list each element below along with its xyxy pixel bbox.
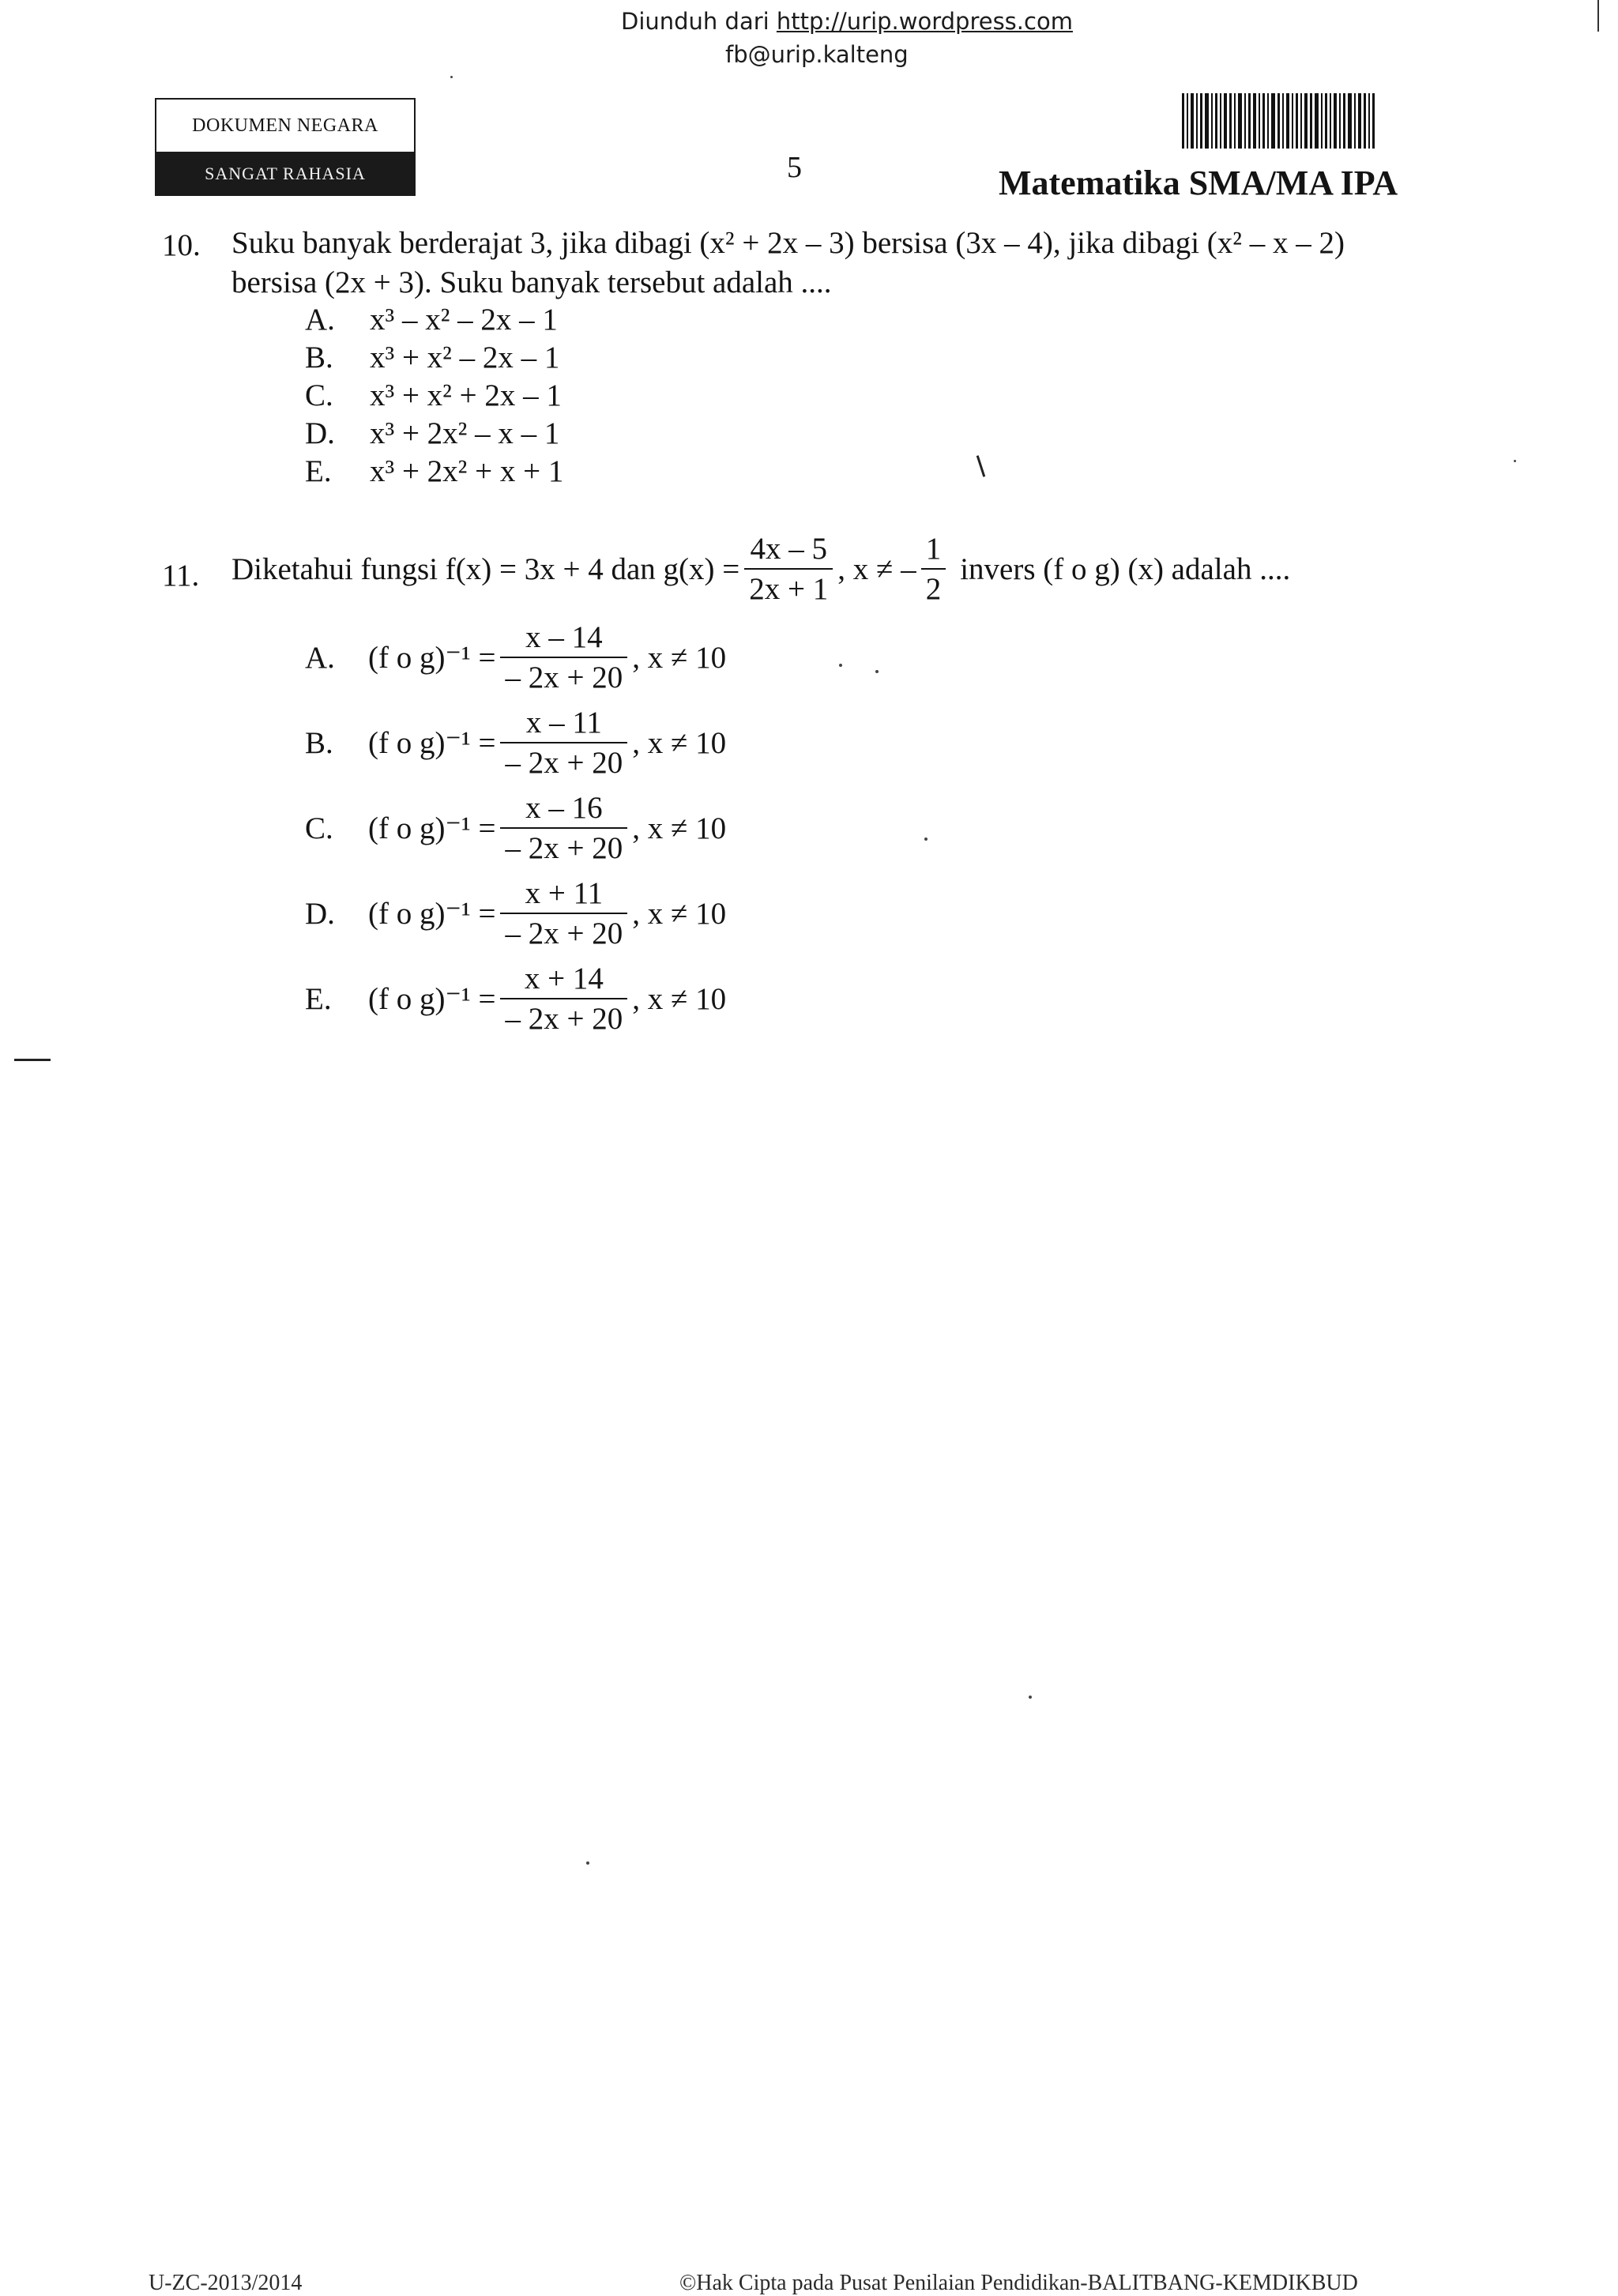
barcode-bar: [1315, 93, 1319, 149]
option-denominator: – 2x + 20: [500, 913, 627, 951]
barcode-bar: [1205, 93, 1209, 149]
barcode-bar: [1200, 93, 1202, 149]
question-11-stem-prefix: Diketahui fungsi f(x) = 3x + 4 dan g(x) =: [231, 551, 740, 586]
question-11-stem: [231, 531, 1290, 607]
barcode-bar: [1259, 93, 1260, 149]
option-label: A.: [305, 640, 335, 675]
scan-speck: [924, 837, 928, 841]
stamp-top-text: DOKUMEN NEGARA: [192, 115, 378, 136]
classification-stamp: [155, 98, 416, 196]
option-numerator: x – 14: [525, 620, 603, 654]
option-label: B.: [305, 341, 333, 375]
margin-mark: [14, 1059, 51, 1061]
page-number: 5: [787, 151, 802, 184]
barcode-bar: [1220, 93, 1221, 149]
barcode-bar: [1325, 93, 1327, 149]
scan-speck: [586, 1861, 589, 1865]
question-11-option-c: [305, 790, 726, 866]
barcode-bar: [1343, 93, 1345, 149]
barcode-bar: [1277, 93, 1280, 149]
barcode-bar: [1238, 93, 1242, 149]
option-fraction: [500, 790, 627, 866]
barcode-bar: [1267, 93, 1269, 149]
footer-copyright: ©Hak Cipta pada Pusat Penilaian Pendidikan-BALITBANG-KEMDIKBUD: [679, 2271, 1358, 2295]
option-denominator: – 2x + 20: [500, 998, 627, 1037]
barcode-bar: [1372, 93, 1375, 149]
option-denominator: – 2x + 20: [500, 827, 627, 866]
question-10-number: 10.: [162, 228, 201, 262]
domain-denominator: 2: [921, 568, 946, 607]
barcode-bar: [1187, 93, 1188, 149]
download-prefix: Diunduh dari: [621, 8, 769, 35]
barcode-bar: [1296, 93, 1298, 149]
barcode-bar: [1358, 93, 1361, 149]
barcode-bar: [1196, 93, 1198, 149]
option-numerator: x + 14: [524, 962, 604, 996]
question-11-option-d: [305, 875, 726, 951]
scan-speck: [1514, 460, 1516, 462]
stamp-bottom-text: SANGAT RAHASIA: [156, 152, 414, 196]
download-link[interactable]: http://urip.wordpress.com: [776, 8, 1073, 35]
barcode-bar: [1262, 93, 1265, 149]
option-expression: x³ – x² – 2x – 1: [370, 303, 558, 337]
option-expression: x³ + x² + 2x – 1: [370, 378, 562, 412]
option-condition: , x ≠ 10: [632, 725, 727, 760]
option-lhs: (f o g)⁻¹ =: [368, 981, 496, 1016]
barcode-bar: [1191, 93, 1194, 149]
option-label: B.: [305, 725, 333, 760]
question-10-line-1: Suku banyak berderajat 3, jika dibagi (x² + 2x – 3) bersisa (3x – 4), jika dibagi (x² – x – 2): [231, 226, 1345, 260]
barcode-bar: [1368, 93, 1370, 149]
option-label: D.: [305, 896, 335, 931]
barcode-bar: [1224, 93, 1227, 149]
barcode-bar: [1286, 93, 1289, 149]
option-lhs: (f o g)⁻¹ =: [368, 725, 496, 760]
barcode-bar: [1211, 93, 1213, 149]
option-fraction: [500, 875, 627, 951]
option-fraction: [500, 961, 627, 1037]
option-numerator: x – 16: [525, 791, 603, 825]
option-condition: , x ≠ 10: [632, 640, 727, 675]
barcode-bar: [1300, 93, 1302, 149]
barcode-bar: [1348, 93, 1352, 149]
barcode-bar: [1321, 93, 1323, 149]
option-label: C.: [305, 378, 333, 412]
g-numerator: 4x – 5: [750, 532, 828, 566]
option-condition: , x ≠ 10: [632, 981, 727, 1016]
question-11-number: 11.: [162, 559, 200, 593]
barcode-bar: [1304, 93, 1308, 149]
option-label: E.: [305, 454, 332, 488]
scan-speck: [1029, 1696, 1032, 1699]
question-11-option-e: [305, 961, 726, 1037]
domain-numerator: 1: [925, 532, 942, 566]
option-label: A.: [305, 303, 335, 337]
g-fraction: [744, 531, 833, 607]
question-11-stem-suffix: invers (f o g) (x) adalah ....: [960, 551, 1291, 586]
option-lhs: (f o g)⁻¹ =: [368, 811, 496, 845]
question-10-line-2: bersisa (2x + 3). Suku banyak tersebut adalah ....: [231, 265, 832, 299]
option-denominator: – 2x + 20: [500, 742, 627, 781]
question-11-option-b: [305, 705, 726, 781]
option-expression: x³ + 2x² + x + 1: [370, 454, 564, 488]
option-numerator: x – 11: [525, 706, 602, 740]
footer-code: U-ZC-2013/2014: [149, 2271, 303, 2295]
edge-mark: [1597, 0, 1599, 32]
scan-speck: [450, 76, 453, 78]
scan-speck: [839, 664, 842, 667]
option-label: D.: [305, 416, 335, 450]
question-11-option-a: [305, 619, 726, 695]
barcode-bar: [1339, 93, 1341, 149]
domain-prefix: , x ≠ –: [837, 551, 916, 586]
option-numerator: x + 11: [525, 876, 604, 910]
subject-title: Matematika SMA/MA IPA: [999, 164, 1398, 202]
option-label: C.: [305, 811, 333, 845]
barcode-bar: [1334, 93, 1337, 149]
barcode-bar: [1292, 93, 1293, 149]
barcode-bar: [1248, 93, 1251, 149]
domain-fraction: [921, 531, 946, 607]
stray-pen-mark: [976, 455, 986, 477]
option-lhs: (f o g)⁻¹ =: [368, 640, 496, 675]
barcode-bar: [1229, 93, 1232, 149]
option-fraction: [500, 705, 627, 781]
barcode-bar: [1364, 93, 1366, 149]
barcode-bar: [1244, 93, 1246, 149]
option-denominator: – 2x + 20: [500, 657, 627, 695]
barcode-bar: [1282, 93, 1284, 149]
scan-speck: [875, 670, 879, 673]
g-denominator: 2x + 1: [744, 568, 833, 607]
option-expression: x³ + 2x² – x – 1: [370, 416, 560, 450]
barcode-bar: [1354, 93, 1356, 149]
barcode-bar: [1234, 93, 1236, 149]
facebook-contact: fb@urip.kalteng: [725, 41, 909, 68]
barcode-image: [1182, 93, 1444, 149]
barcode-bar: [1271, 93, 1275, 149]
option-fraction: [500, 619, 627, 695]
option-expression: x³ + x² – 2x – 1: [370, 341, 560, 375]
barcode-bar: [1330, 93, 1331, 149]
option-condition: , x ≠ 10: [632, 811, 727, 845]
download-source-line: [621, 8, 1073, 35]
barcode-bar: [1215, 93, 1217, 149]
barcode-bar: [1310, 93, 1312, 149]
option-lhs: (f o g)⁻¹ =: [368, 896, 496, 931]
barcode-bar: [1253, 93, 1256, 149]
option-condition: , x ≠ 10: [632, 896, 727, 931]
barcode-bar: [1182, 93, 1184, 149]
option-label: E.: [305, 981, 332, 1016]
